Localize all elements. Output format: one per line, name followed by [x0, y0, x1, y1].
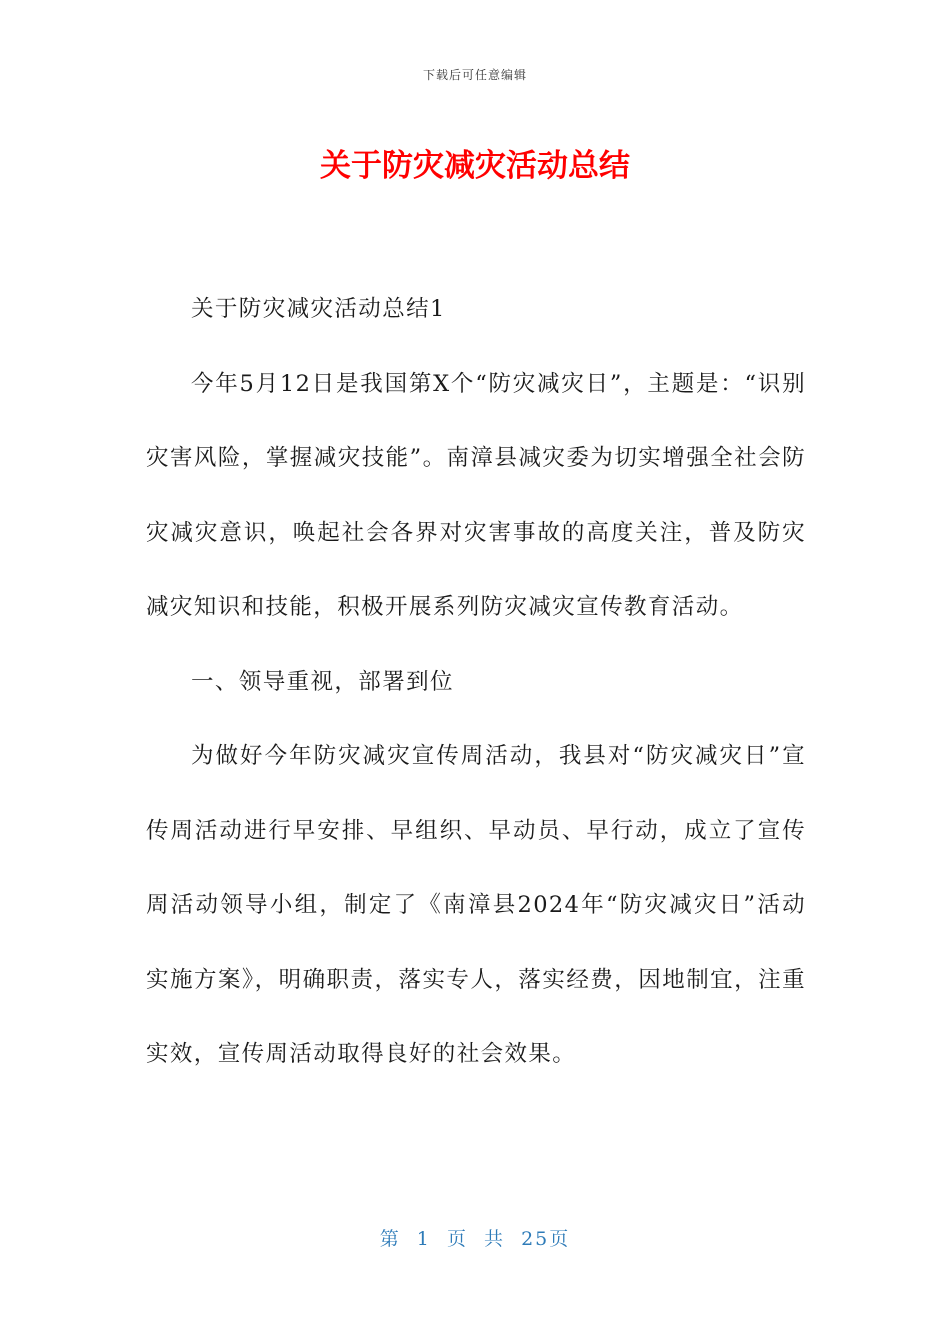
footer-total-pages: 25页: [521, 1228, 571, 1250]
footer-current-page: 1: [416, 1228, 431, 1250]
footer-label-ye: 页: [446, 1228, 468, 1250]
section-heading: 一、领导重视，部署到位: [191, 668, 454, 695]
footer-label-di: 第: [379, 1228, 401, 1250]
paragraph-section-body: 为做好今年防灾减灾宣传周活动，我县对“防灾减灾日”宣传周活动进行早安排、早组织、早动员、早行动，成立了宣传周活动领导小组，制定了《南漳县2024年“防灾减灾日”活动实施方案》，明确职责，落实专人，落实经费，因地制宜，注重实效，宣传周活动取得良好的社会效果。: [146, 743, 806, 1067]
document-title: 关于防灾减灾活动总结: [320, 148, 630, 184]
footer-label-gong: 共: [484, 1228, 506, 1250]
header-note: 下载后可任意编辑: [422, 68, 527, 82]
document-body: [146, 272, 806, 1092]
paragraph-heading: 关于防灾减灾活动总结1: [191, 296, 446, 322]
paragraph-intro: 今年5月12日是我国第X个“防灾减灾日”，主题是：“识别灾害风险，掌握减灾技能”。南漳县减灾委为切实增强全社会防灾减灾意识，唤起社会各界对灾害事故的高度关注，普及防灾减灾知识和技能，积极开展系列防灾减灾宣传教育活动。: [146, 370, 806, 620]
page-footer: [0, 1224, 950, 1251]
